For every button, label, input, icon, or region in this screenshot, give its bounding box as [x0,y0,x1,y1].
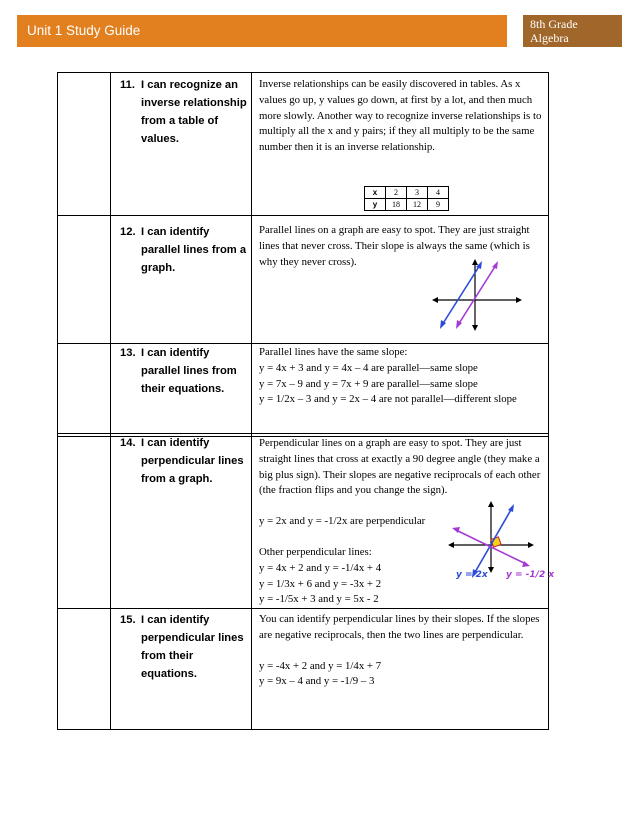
arrowhead-icon [492,261,498,269]
objective-number: 14. [120,437,136,449]
header-subtitle-line2: Algebra [530,31,569,45]
paragraph: Parallel lines on a graph are easy to spot. They are just straight lines that never cross. Their slope is always the same (which is why they never cross). [259,224,530,268]
arrowhead-icon [516,297,522,303]
paragraph: y = 7x – 9 and y = 7x + 9 are parallel—same slope [259,377,478,390]
header-title: Unit 1 Study Guide [17,15,507,47]
column-divider [251,73,252,729]
description-11 [259,77,545,156]
objective-number: 12. [120,226,136,238]
arrowhead-icon [432,297,438,303]
objective-15 [116,611,248,683]
inverse-values-table [364,186,449,211]
row-divider [58,215,548,216]
objective-13 [116,344,248,398]
paragraph: Parallel lines have the same slope: [259,346,408,358]
paragraph: y = 4x + 3 and y = 4x – 4 are parallel—same slope [259,361,478,374]
column-divider [110,73,111,729]
arrowhead-icon [488,501,494,507]
objective-text: I can identify perpendicular lines from their equations. [141,614,244,680]
arrowhead-icon [508,504,514,512]
header-divider [507,15,523,47]
objective-number: 15. [120,614,136,626]
table-cell: 18 [386,199,407,211]
paragraph: y = 9x – 4 and y = -1/9 – 3 [259,675,375,688]
paragraph: y = 2x and y = -1/2x are perpendicular [259,515,426,528]
header-subtitle-line1: 8th Grade [530,17,578,31]
graph-label-blue: y = 2x [456,570,488,580]
parallel-lines-graph [432,259,522,331]
table-row [365,199,449,211]
table-cell: 4 [428,187,449,199]
objective-number: 11. [120,79,135,91]
objective-text: I can identify parallel lines from a graph. [141,226,247,274]
objective-11 [116,76,248,148]
paragraph: Perpendicular lines on a graph are easy to spot. They are just straight lines that cross at exactly a 90 degree angle (they make a big plus sign). Their slopes are negative reciprocals of each other (the fraction flips and you change the sign). [259,437,541,497]
paragraph: Other perpendicular lines: [259,545,372,558]
paragraph: y = -1/5x + 3 and y = 5x - 2 [259,593,379,606]
table-cell: 2 [386,187,407,199]
paragraph: y = 4x + 2 and y = -1/4x + 4 [259,561,382,574]
table-cell: y [365,199,386,211]
paragraph: Inverse relationships can be easily discovered in tables. As x values go up, y values go down, at first by a lot, and then much more slowly. Another way to recognize inverse relationships is to multiply all the x and y pairs; if they all multiply to be the same number then it is an inverse relationship. [259,78,542,154]
table-cell: x [365,187,386,199]
paragraph: y = 1/3x + 6 and y = -3x + 2 [259,577,382,590]
page-header [17,15,622,47]
parallel-line-purple [458,265,496,325]
table-cell: 3 [407,187,428,199]
objective-text: I can identify perpendicular lines from a graph. [141,437,244,485]
study-guide-table [57,72,555,730]
arrowhead-icon [448,542,454,548]
objective-text: I can recognize an inverse relationship from a table of values. [141,79,247,145]
objective-number: 13. [120,347,136,359]
perpendicular-lines-graph [446,500,555,586]
description-15 [259,612,545,690]
graph-label-purple: y = -1/2 x [506,570,555,580]
table-row [365,187,449,199]
paragraph: You can identify perpendicular lines by their slopes. If the slopes are negative reciprocals, then the two lines are perpendicular. [259,613,540,641]
paragraph: y = -4x + 2 and y = 1/4x + 7 [259,659,382,672]
table-cell: 12 [407,199,428,211]
objective-14 [116,434,248,488]
objective-text: I can identify parallel lines from their equations. [141,347,237,395]
arrowhead-icon [472,325,478,331]
header-subtitle [523,15,622,47]
description-13 [259,345,545,408]
arrowhead-icon [488,567,494,573]
objective-12 [116,223,248,277]
table-cell: 9 [428,199,449,211]
arrowhead-icon [472,259,478,265]
arrowhead-icon [528,542,534,548]
paragraph: y = 1/2x – 3 and y = 2x – 4 are not parallel—different slope [259,393,517,406]
parallel-line-blue [442,265,480,325]
